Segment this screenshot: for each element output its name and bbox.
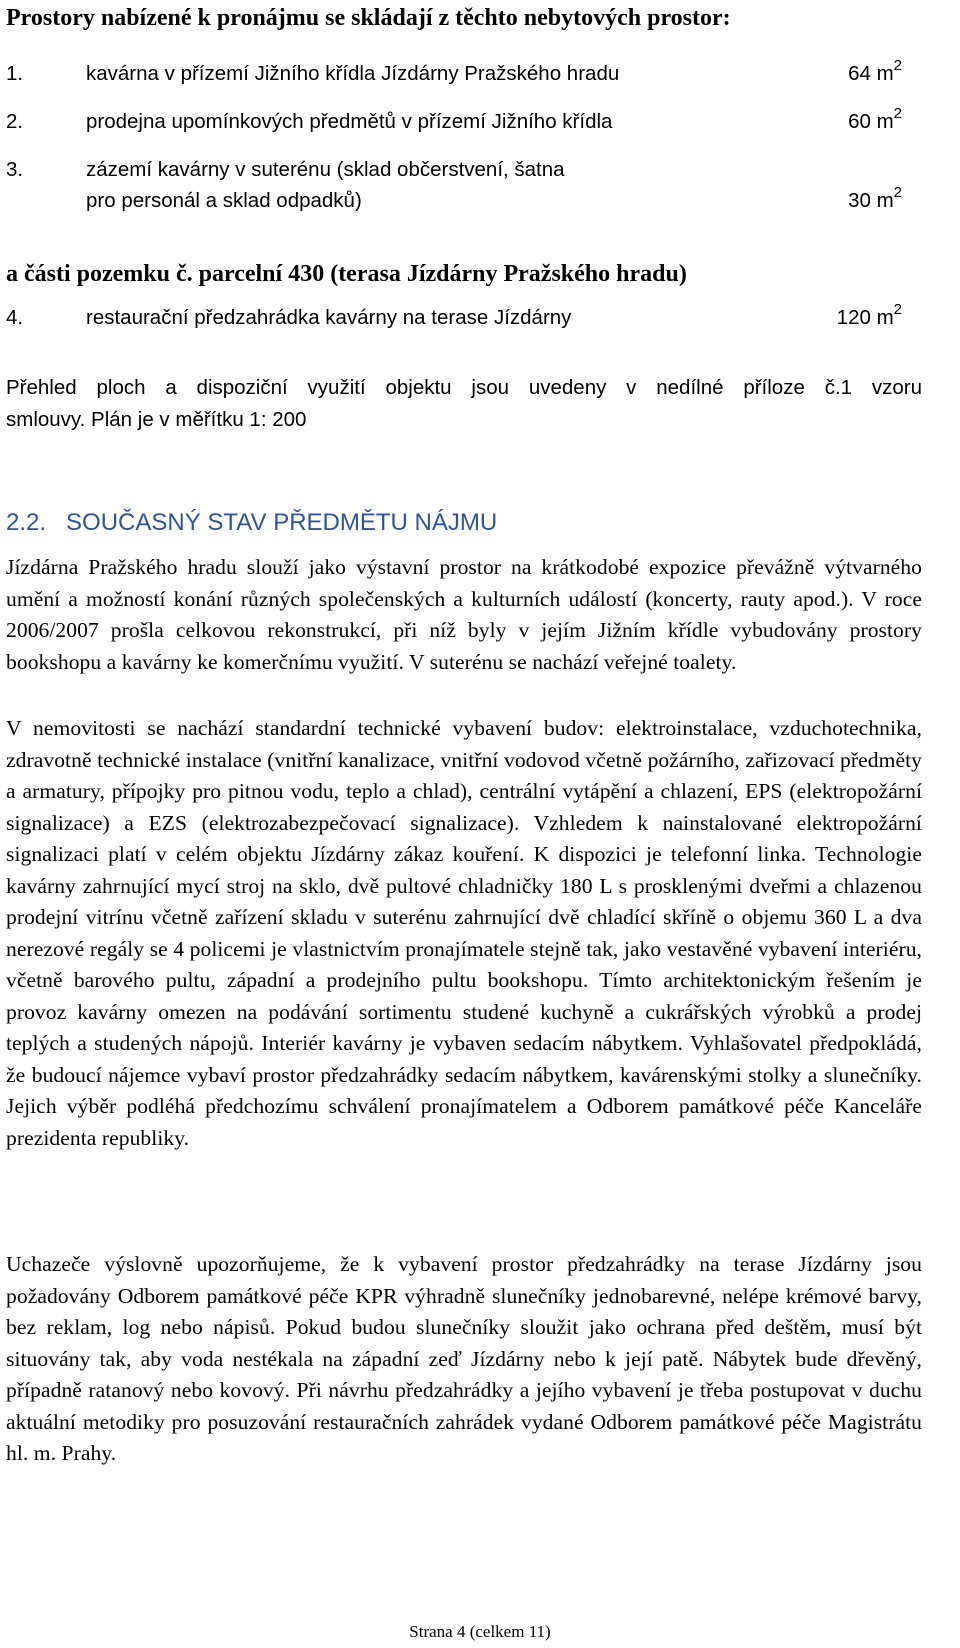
overview-paragraph	[6, 372, 922, 436]
item-number: 4.	[6, 306, 24, 329]
overview-line: smlouvy. Plán je v měřítku 1: 200	[6, 408, 307, 431]
paragraph: Jízdárna Pražského hradu slouží jako výstavní prostor na krátkodobé expozice převážně výtvarného umění a možností konání různých společenských a kulturních událostí (koncerty, rauty apod.). V roce 2006/2007 prošla celkovou rekonstrukcí, při níž byly v jejím Jižním křídle vybudovány prostory bookshopu a kavárny ke komerčnímu využití. V suterénu se nachází veřejné toalety.	[6, 555, 922, 674]
item-text-cont: pro personál a sklad odpadků)	[86, 189, 362, 212]
page-footer: Strana 4 (celkem 11)	[409, 1622, 551, 1641]
item-text: zázemí kavárny v suterénu (sklad občerstvení, šatna	[86, 158, 565, 181]
item-text: restaurační předzahrádka kavárny na terase Jízdárny	[86, 306, 572, 329]
item-text: prodejna upomínkových předmětů v přízemí Jižního křídla	[86, 110, 613, 133]
item-number: 1.	[6, 62, 24, 85]
item-area: 60 $m^2$	[848, 105, 902, 133]
paragraph: Uchazeče výslovně upozorňujeme, že k vybavení prostor předzahrádky na terase Jízdárny jsou požadovány Odborem památkové péče KPR výhradně slunečníky jednobarevné, nelépe krémové barvy, bez reklam, log nebo nápisů. Pokud budou slunečníky sloužit jako ochrana před deštěm, musí být situovány tak, aby voda nestékala na západní zeď Jízdárny nebo k její patě. Nábytek bude dřevěný, případně ratanový nebo kovový. Při návrhu předzahrádky a jejího vybavení je třeba postupovat v duchu aktuální metodiky pro posuzování restauračních zahrádek vydané Odborem památkové péče Magistrátu hl. m. Prahy.	[6, 1252, 922, 1465]
item-number: 3.	[6, 158, 24, 181]
item-text: kavárna v přízemí Jižního křídla Jízdárny Pražského hradu	[86, 62, 620, 85]
paragraph: V nemovitosti se nachází standardní technické vybavení budov: elektroinstalace, vzduchotechnika, zdravotně technické instalace (vnitřní kanalizace, vnitřní vodovod včetně požárního, zařizovací předměty a armatury, přípojky pro pitnou vodu, teplo a chlad), centrální vytápění a chlazení, EPS (elektropožární signalizace) a EZS (elektrozabezpečovací signalizace). Vzhledem k nainstalované elektropožární signalizaci platí v celém objektu Jízdárny zákaz kouření. K dispozici je telefonní linka. Technologie kavárny zahrnující mycí stroj na sklo, dvě pultové chladničky 180 L s prosklenými dveřmi a chlazenou prodejní vitrínu včetně zařízení skladu v suterénu zahrnující dvě chladící skříně o objemu 360 L a dva nerezové regály se 4 policemi je vlastnictvím pronajímatele stejně tak, jako vestavěné vybavení interiéru, včetně barového pultu, západní a prodejního pultu bookshopu. Tímto architektonickým řešením je provoz kavárny omezen na podávání sortimentu studené kuchyně a cukrářských výrobků a prodej teplých a studených nápojů. Interiér kavárny je vybaven sedacím nábytkem. Vyhlašovatel předpokládá, že budoucí nájemce vybaví prostor předzahrádky sedacím nábytkem, kavárenskými stolky a slunečníky. Jejich výběr podléhá předchozímu schválení pronajímatelem a Odborem památkové péče Kanceláře prezidenta republiky.	[6, 716, 922, 1150]
section-title: 2.2. SOUČASNÝ STAV PŘEDMĚTU NÁJMU	[6, 509, 498, 536]
list-item	[6, 154, 902, 218]
parcel-heading: a části pozemku č. parcelní 430 (terasa Jízdárny Pražského hradu)	[6, 261, 687, 287]
item-area: 120 $m^2$	[836, 301, 902, 329]
item-area: 64 $m^2$	[848, 57, 902, 85]
item-number: 2.	[6, 110, 24, 133]
overview-line: Přehled ploch a dispoziční využití objektu jsou uvedeny v nedílné příloze č.1 vzoru	[6, 376, 922, 399]
premises-heading: Prostory nabízené k pronájmu se skládají z těchto nebytových prostor:	[6, 5, 731, 31]
item-area: 30 $m^2$	[848, 184, 902, 212]
